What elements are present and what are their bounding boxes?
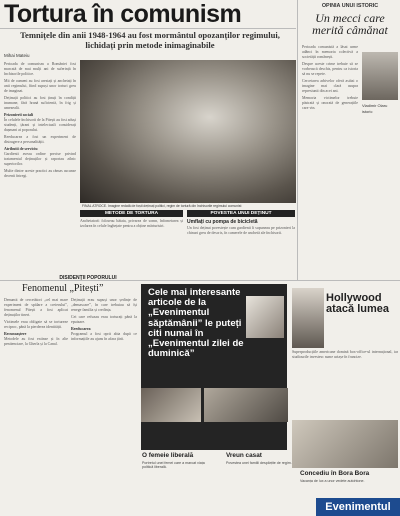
headline-divider [0, 28, 296, 29]
story-text: Un fost deținut povestește cum gardienii îi supuneau pe prizonieri la chinuri greu de descris, în camerele de anchetă ale închisorii. [187, 226, 295, 235]
paragraph: Deținuții politici au fost ținuți în condiții inumane, fără hrană suficientă, în frig și umezeală. [4, 96, 76, 110]
promo-item-title: Vreun casat [226, 452, 262, 459]
byline: Mihai Mateiu [4, 53, 30, 58]
sidebar-title: Un mecci care merită câmănat [312, 11, 388, 37]
newspaper-logo: Evenimentul [316, 498, 400, 516]
methods-box [80, 210, 183, 278]
hollywood-title: Hollywood atacă lumea [326, 292, 389, 315]
paragraph: Metodele au fost extinse și în alte penitenciare, la Gherla și la Canal. [4, 337, 68, 346]
sidebar-divider [297, 0, 298, 280]
promo-item-title: Concediu în Bora Bora [300, 470, 370, 477]
sidebar-text [302, 45, 358, 275]
promo-item-photo [204, 388, 288, 422]
story-kicker: Umflați cu pompa de bicicletă [187, 219, 258, 225]
torture-photo [80, 60, 296, 203]
promo-item-title: O femeie liberală [142, 452, 194, 459]
hollywood-photo [292, 288, 324, 348]
paragraph: Reeducarea a fost un experiment de distrugere a personalității. [4, 135, 76, 144]
paragraph: Programul a fost oprit abia după ce informațiile au ajuns în afara țării. [71, 332, 137, 341]
section-subhead: Recunoaștere [4, 332, 27, 336]
section-subhead: Atributii de serviciu [4, 147, 38, 151]
phenomenon-kicker: DISIDENȚII POPORULUI [59, 275, 117, 281]
page-headline: Tortura în comunism [4, 0, 242, 28]
paragraph: Perioada de comunism a României fost marcată de mai mulți ani de suferință în închisorile politice. [4, 62, 76, 76]
methods-box-text: Anchetatorii foloseau bătaia, privarea de somn, înfometarea și izolarea în celule înghețate pentru a obține mărturisiri. [80, 219, 183, 228]
promo-item-photo [141, 388, 201, 422]
story-box [187, 210, 295, 278]
promo-photo [246, 296, 284, 338]
paragraph: Victimele erau obligate să se tortureze reciproc, până la pierderea identității. [4, 320, 68, 329]
promo-item-caption: Portretul unei femei care a marcat viața politică liberală. [142, 461, 205, 470]
methods-box-title: METODE DE TORTURA [80, 210, 183, 217]
paragraph: Cercetarea arhivelor oferă astăzi o imagine mai clară asupra represiunii din acei ani. [302, 79, 358, 93]
section-subhead: Prizonierii sociali [4, 113, 34, 117]
paragraph: Memoria victimelor trebuie păstrată și onorată de generațiile care vin. [302, 96, 358, 110]
paragraph: Denumit de cercetători „cel mai mare experiment de spălare a creierului”, fenomenul Pitești a fost aplicat deținuților tineri. [4, 298, 68, 317]
paragraph: În celulele închisorii de la Pitești au fost aduși studenți, țărani și intelectuali considerați dușmani ai poporului. [4, 118, 76, 132]
paragraph: Mii de oameni au fost arestați și anchetați în anii regimului, fiind supuși unor torturi greu de imaginat. [4, 79, 76, 93]
phenomenon-title: Fenomenul „Pitești” [22, 283, 104, 294]
promo-item-photo [292, 420, 398, 468]
paragraph: Deținuții erau supuși unor ședințe de „demascare”, în care trebuiau să își renege familia și credința. [71, 298, 137, 312]
page-subheadline: Temnițele din anii 1948-1964 au fost mormântul opozanților regimului, lichidați prin metode inimaginabile [20, 30, 280, 50]
paragraph: Cei care refuzau erau torturați până la epuizare. [71, 315, 137, 324]
author-photo [362, 52, 398, 100]
hollywood-text: Superproducțiile americane domină box-office-ul internațional, iar studiourile investesc sume uriașe în francize. [292, 350, 398, 359]
story-box-title: POVESTEA UNUI DEȚINUT [187, 210, 295, 217]
main-article-col1 [4, 62, 76, 258]
photo-caption: FINAL ATROCE. Imagine redată de foști deținuți politici, regim de tortură din închisorile regimului comunist [82, 204, 242, 208]
author-role: istoric [362, 109, 373, 114]
promo-item-caption: Povestea unei familii despărțite de regim. [226, 461, 292, 465]
paragraph: Perioada comunistă a lăsat urme adânci în memoria colectivă a societății românești. [302, 45, 358, 59]
phenomenon-col2 [71, 298, 137, 512]
phenomenon-col1 [4, 298, 68, 512]
sidebar-section-label: OPINIA UNUI ISTORIC [321, 3, 379, 9]
promo-title: Cele mai interesante articole de la „Evenimentul săptămânii” le puteți citi numai în „Evenimentul zilei de duminică” [148, 287, 244, 360]
section-subhead: Reeducarea [71, 327, 91, 331]
author-name: Vladimir Olaru [362, 103, 388, 108]
paragraph: Multe dintre aceste practici au rămas ascunse decenii întregi. [4, 169, 76, 178]
paragraph: Despre aceste crime trebuie să se vorbească deschis, pentru ca istoria să nu se repete. [302, 62, 358, 76]
promo-item-caption: Vacanța de lux a unor vedete autohtone. [300, 479, 365, 483]
paragraph: Gardienii aveau ordine precise privind tratamentul deținuților și raportau zilnic superiorilor. [4, 152, 76, 166]
